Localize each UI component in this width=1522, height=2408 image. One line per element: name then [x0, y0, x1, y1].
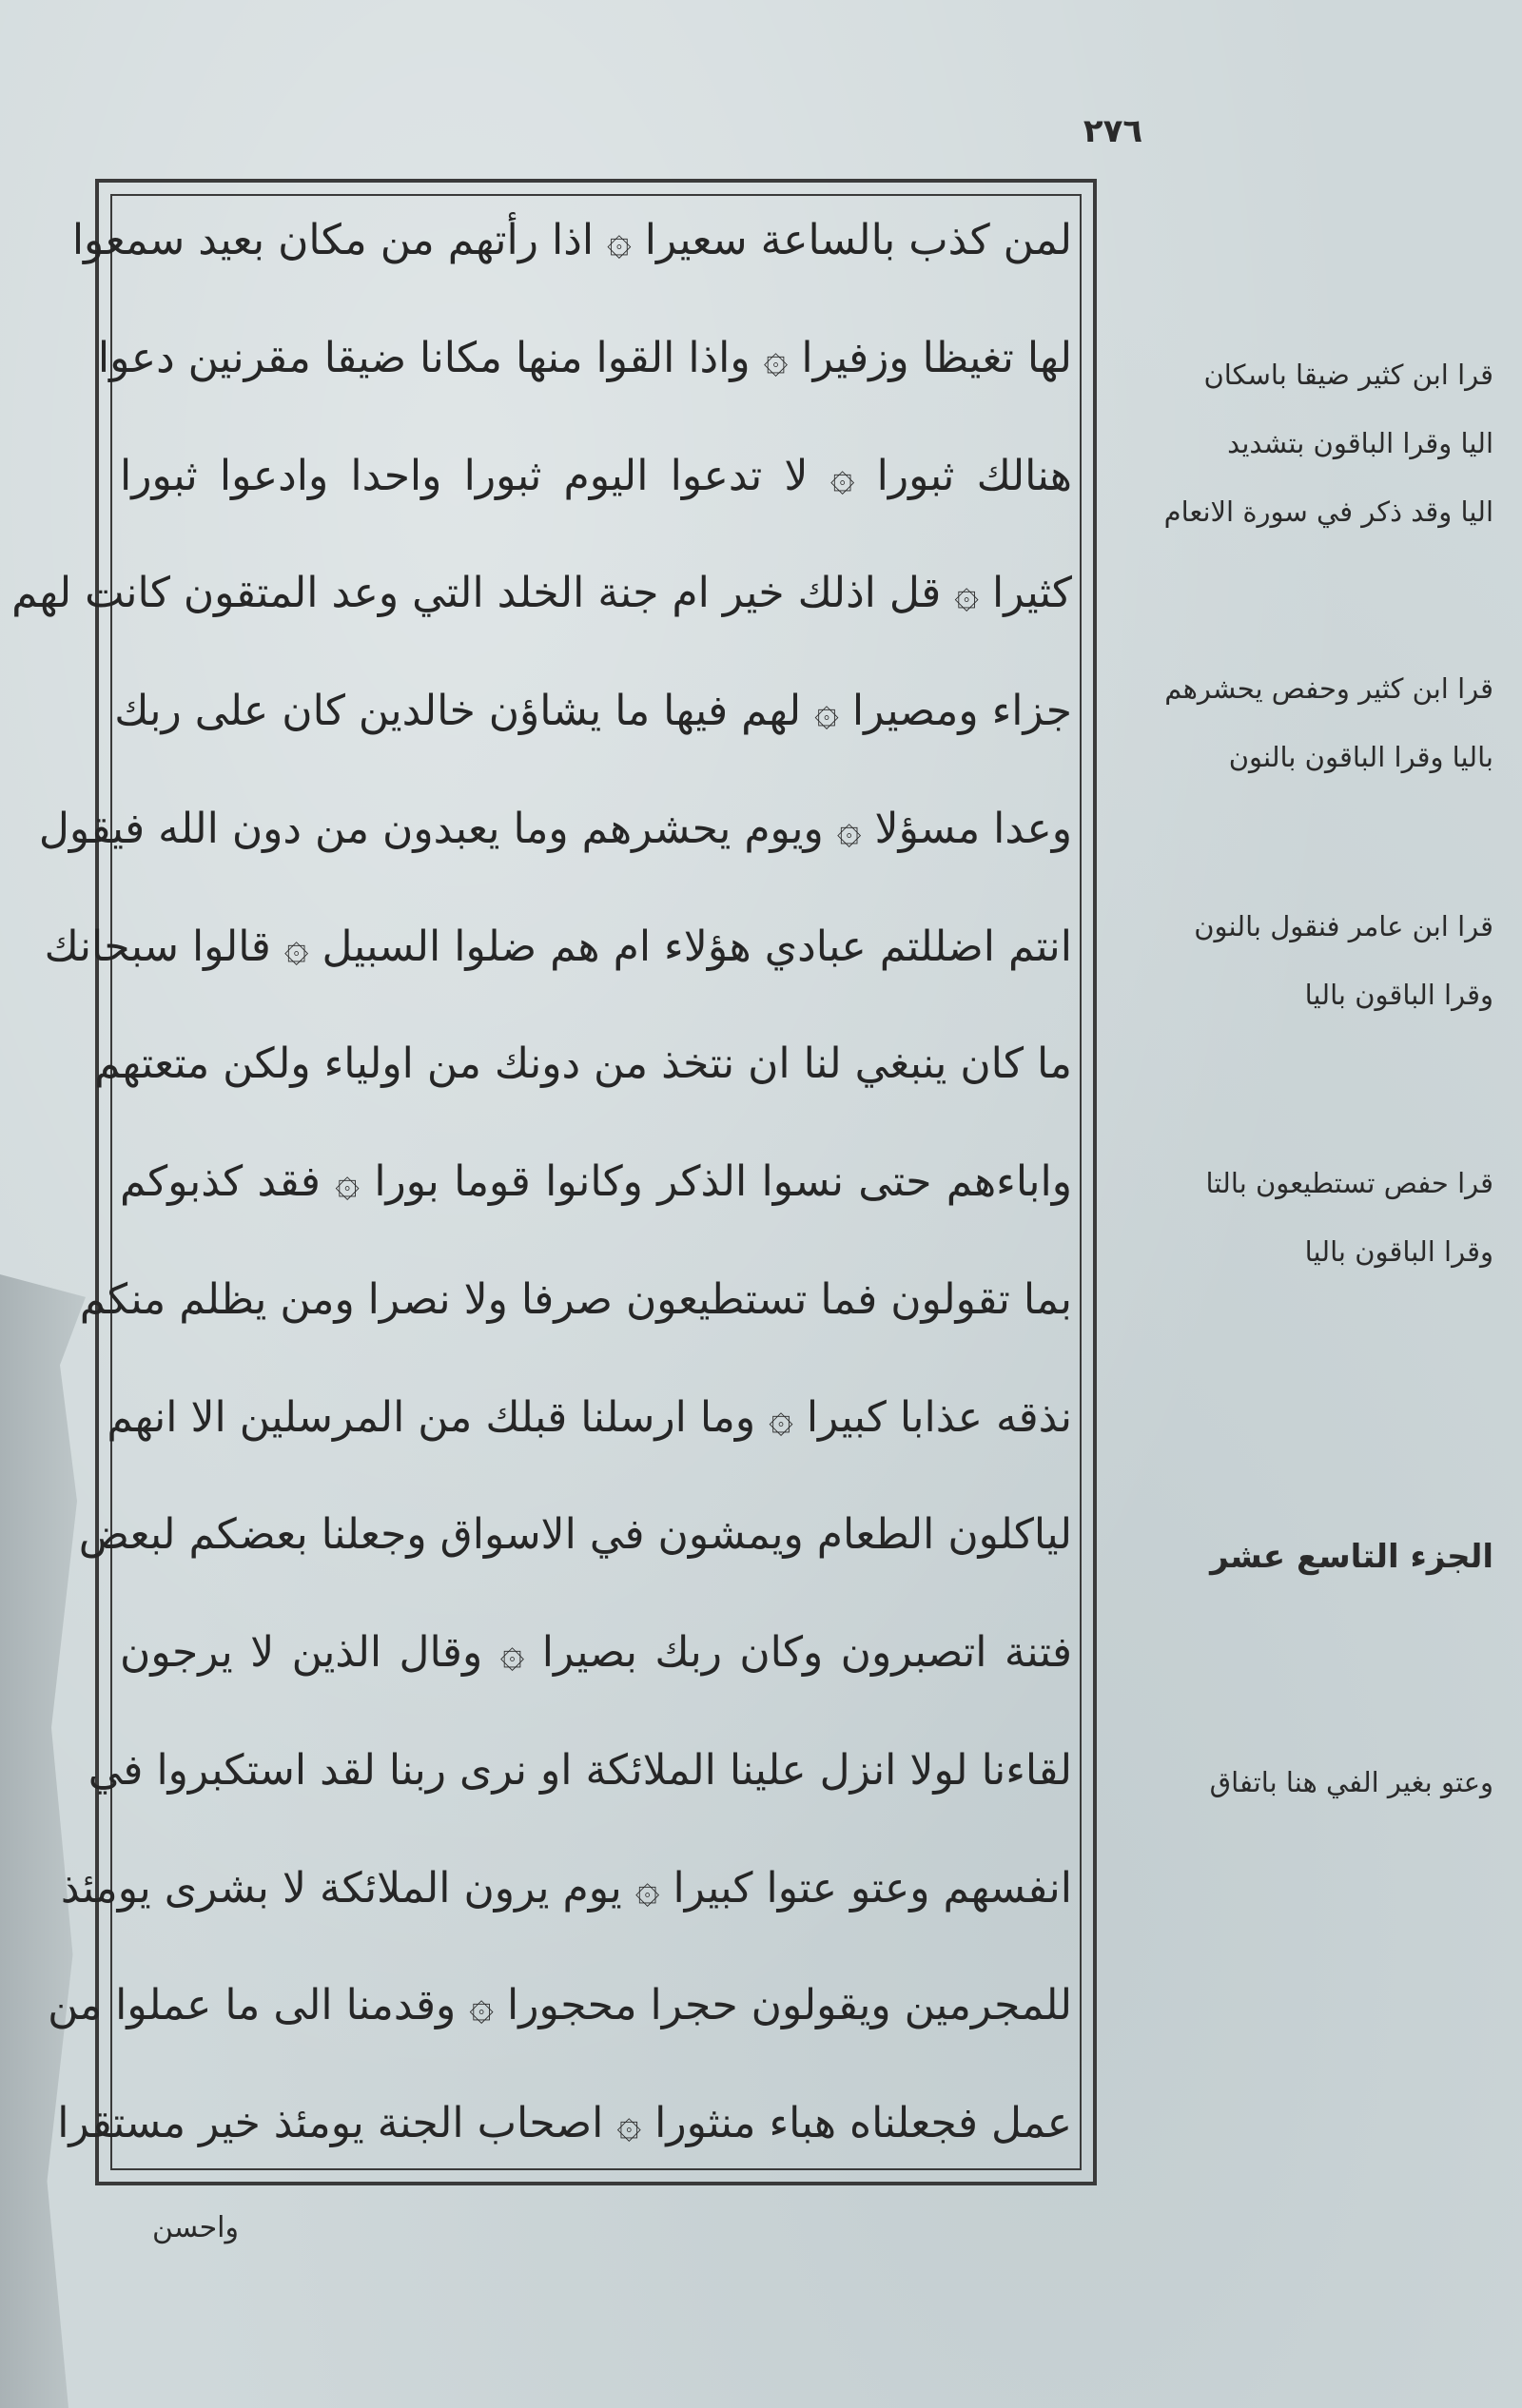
text-line: كثيرا ۞ قل اذلك خير ام جنة الخلد التي وعد المتقون كانت لهم — [11, 569, 1072, 618]
margin-note-line: باليا وقرا الباقون بالنون — [1228, 741, 1493, 773]
text-line: للمجرمين ويقولون حجرا محجورا ۞ وقدمنا الى ما عملوا من — [48, 1981, 1072, 2030]
text-line: ما كان ينبغي لنا ان نتخذ من دونك من اولياء ولكن متعتهم — [94, 1039, 1072, 1089]
margin-note-line: قرا ابن كثير وحفص يحشرهم — [1164, 672, 1493, 705]
margin-note-line: قرا حفص تستطيعون بالتا — [1205, 1167, 1493, 1199]
text-line: انفسهم وعتو عتوا كبيرا ۞ يوم يرون الملائكة لا بشرى يومئذ — [60, 1863, 1072, 1913]
text-line: وعدا مسؤلا ۞ ويوم يحشرهم وما يعبدون من دون الله فيقول — [38, 804, 1072, 853]
margin-note-line: وقرا الباقون باليا — [1304, 979, 1493, 1011]
margin-note-line: قرا ابن كثير ضيقا باسكان — [1203, 359, 1493, 391]
margin-note-line: وعتو بغير الفي هنا باتفاق — [1209, 1766, 1493, 1798]
juz-heading — [1103, 1538, 1493, 1609]
torn-page-edge — [0, 1274, 86, 2408]
margin-note — [1103, 1766, 1493, 1837]
text-frame — [11, 179, 1097, 2185]
margin-note-line: قرا ابن عامر فنقول بالنون — [1194, 910, 1493, 942]
margin-note-line: اليا وقرا الباقون بتشديد — [1227, 427, 1493, 459]
text-line: لمن كذب بالساعة سعيرا ۞ اذا رأتهم من مكان بعيد سمعوا — [71, 216, 1072, 264]
page-number: ٢٧٦ — [1083, 112, 1143, 150]
text-line: فتنة اتصبرون وكان ربك بصيرا ۞ وقال الذين لا يرجون — [120, 1628, 1072, 1678]
text-line: عمل فجعلناه هباء منثورا ۞ اصحاب الجنة يومئذ خير مستقرا — [57, 2099, 1072, 2148]
margin-note — [1103, 361, 1493, 567]
margin-note — [1103, 672, 1493, 812]
main-text-block — [11, 211, 1072, 2153]
margin-note-line: اليا وقد ذكر في سورة الانعام — [1163, 495, 1493, 528]
text-line: بما تقولون فما تستطيعون صرفا ولا نصرا ومن يظلم منكم — [79, 1274, 1072, 1324]
text-line: نذقه عذابا كبيرا ۞ وما ارسلنا قبلك من المرسلين الا انهم — [107, 1392, 1072, 1442]
text-line: انتم اضللتم عبادي هؤلاء ام هم ضلوا السبيل ۞ قالوا سبحانك — [44, 922, 1072, 971]
catchword: واحسن — [152, 2211, 239, 2244]
margin-note-line: وقرا الباقون باليا — [1304, 1235, 1493, 1268]
margin-note-line: الجزء التاسع عشر — [1210, 1538, 1493, 1576]
margin-note — [1103, 910, 1493, 1050]
text-line: لها تغيظا وزفيرا ۞ واذا القوا منها مكانا ضيقا مقرنين دعوا — [97, 333, 1072, 382]
text-line: لقاءنا لولا انزل علينا الملائكة او نرى ربنا لقد استكبروا في — [88, 1745, 1072, 1795]
margin-note — [1103, 1167, 1493, 1307]
text-line: واباءهم حتى نسوا الذكر وكانوا قوما بورا ۞ فقد كذبوكم — [120, 1157, 1072, 1207]
text-line: هنالك ثبورا ۞ لا تدعوا اليوم ثبورا واحدا وادعوا ثبورا — [120, 451, 1072, 500]
text-line: لياكلون الطعام ويمشون في الاسواق وجعلنا بعضكم لبعض — [78, 1510, 1072, 1560]
text-line: جزاء ومصيرا ۞ لهم فيها ما يشاؤن خالدين كان على ربك — [114, 687, 1072, 736]
